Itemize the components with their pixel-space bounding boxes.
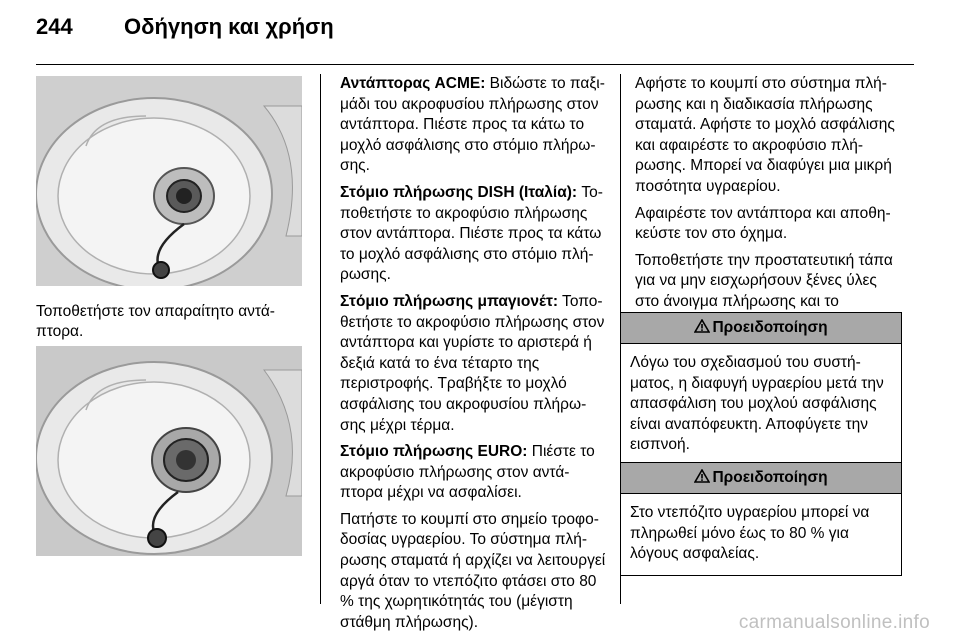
warning-header-2 <box>621 463 901 493</box>
warning-text-2: Στο ντεπόζιτο υγραερίου μπορεί να πληρωθεί μόνο έως το 80 % για λόγους ασφαλείας. <box>621 493 901 575</box>
release-paragraph: Αφήστε το κουμπί στο σύστημα πλήρωσης και η διαδικασία πλήρωσης σταματά. Αφήστε το μοχλό ασφάλισης και αφαιρέστε το ακροφύσιο πλήρωσης. Μπορεί να διαφύγει μια μικρή ποσότητα υγραερίου. <box>635 75 895 195</box>
column-divider-left <box>320 74 321 604</box>
euro-label: Στόμιο πλήρωσης EURO: <box>340 443 528 461</box>
caption-adapter: Τοποθετήστε τον απαραίτητο αντάπτορα. <box>36 303 275 340</box>
remove-adapter-paragraph: Αφαιρέστε τον αντάπτορα και αποθηκεύστε τον στο όχημα. <box>635 204 891 243</box>
acme-text: Βιδώστε το παξιμάδι του ακροφυσίου πλήρωσης στον αντάπτορα. Πιέστε προς τα κάτω το μοχλό ασφάλισης στο στόμιο πλήρωσης. <box>340 75 605 175</box>
acme-label: Αντάπτορας ACME: <box>340 75 486 92</box>
bayonet-paragraph <box>340 292 606 436</box>
dish-text: Τοποθετήστε το ακροφύσιο πλήρωσης στον αντάπτορα. Πιέστε προς τα κάτω το μοχλό ασφάλισης στο στόμιο πλήρωσης. <box>340 183 603 284</box>
fuel-door-illustration-bottom <box>36 346 302 556</box>
dish-paragraph <box>340 183 606 286</box>
warning-text-1: Λόγω του σχεδιασμού του συστήματος, η διαφυγή υγραερίου μετά την απασφάλιση του μοχλού ασφάλισης είναι αναπόφευκτη. Αποφύγετε την εισπνοή. <box>621 343 901 466</box>
dish-label: Στόμιο πλήρωσης DISH (Ιταλία): <box>340 183 578 201</box>
fuel-door-illustration-top <box>36 76 302 286</box>
euro-paragraph <box>340 442 606 504</box>
bayonet-label: Στόμιο πλήρωσης μπαγιονέτ: <box>340 292 559 310</box>
bayonet-text: Τοποθετήστε το ακροφύσιο πλήρωσης στον αντάπτορα και γυρίστε το αριστερά ή δεξιά κατά το ένα τέταρτο της περιστροφής. Τραβήξτε το μοχλό ασφάλισης του ακροφυσίου πλήρωσης μέχρι τέρμα. <box>340 292 605 434</box>
protective-cap-paragraph: Τοποθετήστε την προστατευτική τάπα για να μην εισχωρήσουν ξένες ύλες στο άνοιγμα πλήρωσης και το <box>635 251 893 310</box>
right-column <box>635 74 905 339</box>
warning-triangle-icon <box>694 313 710 343</box>
warning-title-2: Προειδοποίηση <box>712 469 828 486</box>
acme-paragraph <box>340 74 606 177</box>
warning-title-1: Προειδοποίηση <box>712 319 828 336</box>
page-number: 244 <box>36 14 73 39</box>
header-rule <box>36 64 914 65</box>
warning-box-1 <box>620 312 902 467</box>
warning-box-2 <box>620 462 902 576</box>
warning-triangle-icon <box>694 463 710 493</box>
middle-column <box>340 74 606 639</box>
page-title: Οδήγηση και χρήση <box>124 14 334 39</box>
press-button-paragraph: Πατήστε το κουμπί στο σημείο τροφοδοσίας υγραερίου. Το σύστημα πλήρωσης σταματά ή αρχίζει να λειτουργεί αργά όταν το ντεπόζιτο φτάσει στο 80 % της χωρητικότητάς του (μέγιστη στάθμη πλήρωσης). <box>340 510 606 631</box>
warning-header-1 <box>621 313 901 343</box>
watermark: carmanualsonline.info <box>738 612 930 633</box>
euro-text: Πιέστε το ακροφύσιο πλήρωσης στον αντάπτορα μέχρι να ασφαλίσει. <box>340 443 595 502</box>
